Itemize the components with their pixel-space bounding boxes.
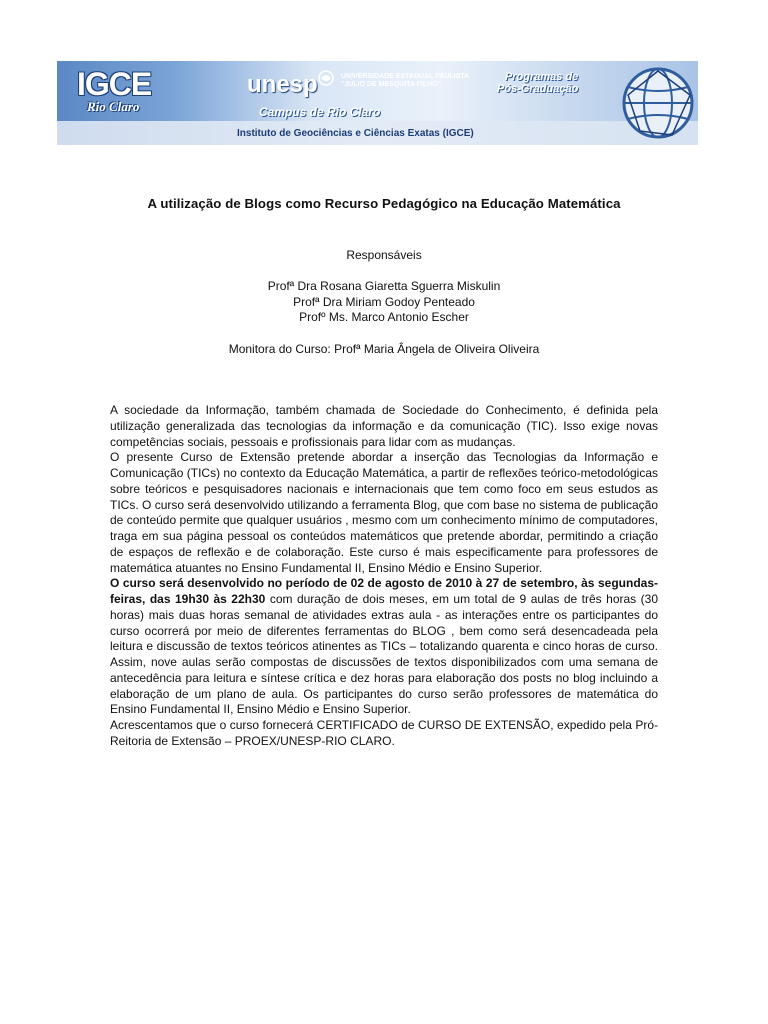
- igce-logo-subtitle: Rio Claro: [87, 99, 140, 114]
- institute-label: Instituto de Geociências e Ciências Exatas (IGCE): [237, 128, 474, 139]
- programs-label: [497, 71, 578, 95]
- document-title: A utilização de Blogs como Recurso Pedagógico na Educação Matemática: [147, 196, 621, 211]
- globe-icon: [620, 65, 696, 141]
- campus-label: Campus de Rio Claro: [259, 105, 381, 119]
- body-paragraph: O presente Curso de Extensão pretende abordar a inserção das Tecnologias da Informação e Comunicação (TICs) no contexto da Educação Matemática, a partir de reflexões teórico-metodológicas sobre teóricos e pesquisadores nacionais e internacionais que tem como foco em seus estudos as TICs. O curso será desenvolvido utilizando a ferramenta Blog, que com base no sistema de publicação de conteúdo permite que qualquer usuários , mesmo com um conhecimento mínimo de computadores, traga em sua página pessoal os conteúdos matemáticos que pretende abordar, permitindo a criação de espaços de reflexão e de colaboração. Este curso é mais especificamente para professores de matemática atuantes no Ensino Fundamental II, Ensino Médio e Ensino Superior.: [110, 450, 658, 575]
- responsibles-list: [60, 279, 708, 326]
- responsible-person: Profº Ms. Marco Antonio Escher: [299, 310, 469, 325]
- unesp-logo: unesp: [247, 71, 318, 98]
- course-details: com duração de dois meses, em um total de 9 aulas de três horas (30 horas) mais duas horas semanal de atividades extras aula - as interações entre os participantes do curso ocorrerá por meio de diferentes ferramentas do BLOG , bem como será desencadeada pela leitura e discussão de textos teóricos atinentes as TICs – totalizando quarenta e cinco horas de curso. Assim, nove aulas serão compostas de discussões de textos disponibilizados com uma semana de antecedência para leitura e síntese crítica e dez horas para elaboração dos posts no blog incluindo a elaboração de um plano de aula. Os participantes do curso serão professores de matemática do Ensino Fundamental II, Ensino Médio e Ensino Superior.: [110, 592, 658, 717]
- university-name-line2: "JÚLIO DE MESQUITA FILHO": [341, 81, 441, 88]
- course-monitor: Monitora do Curso: Profª Maria Ângela de Oliveira Oliveira: [228, 342, 540, 356]
- responsible-person: Profª Dra Miriam Godoy Penteado: [293, 294, 475, 309]
- responsible-person: Profª Dra Rosana Giaretta Sguerra Miskulin: [267, 279, 501, 293]
- document-body: [110, 403, 658, 750]
- responsibles-label: Responsáveis: [346, 248, 422, 262]
- header-banner: [57, 61, 698, 145]
- course-dates-highlight: O curso será desenvolvido no período de 02 de agosto de 2010 à 27 de setembro, às segundas-feiras, das 19h30 às 22h30: [110, 576, 658, 606]
- body-paragraph: Acrescentamos que o curso fornecerá CERTIFICADO de CURSO DE EXTENSÃO, expedido pela Pró-Reitoria de Extensão – PROEX/UNESP-RIO CLARO.: [110, 718, 658, 748]
- programs-line2: Pós-Graduação: [497, 83, 579, 95]
- university-name-line1: UNIVERSIDADE ESTADUAL PAULISTA: [341, 73, 470, 80]
- university-name: [341, 73, 469, 89]
- unesp-emblem-icon: [317, 69, 335, 87]
- programs-line1: Programas de: [504, 71, 579, 83]
- body-paragraph: [110, 576, 658, 718]
- body-paragraph: A sociedade da Informação, também chamada de Sociedade do Conhecimento, é definida pela utilização generalizada das tecnologias da informação e da comunicação (TIC). Isso exige novas competências sociais, pessoais e profissionais para lidar com as mudanças.: [110, 403, 658, 449]
- igce-logo: IGCE: [77, 66, 152, 102]
